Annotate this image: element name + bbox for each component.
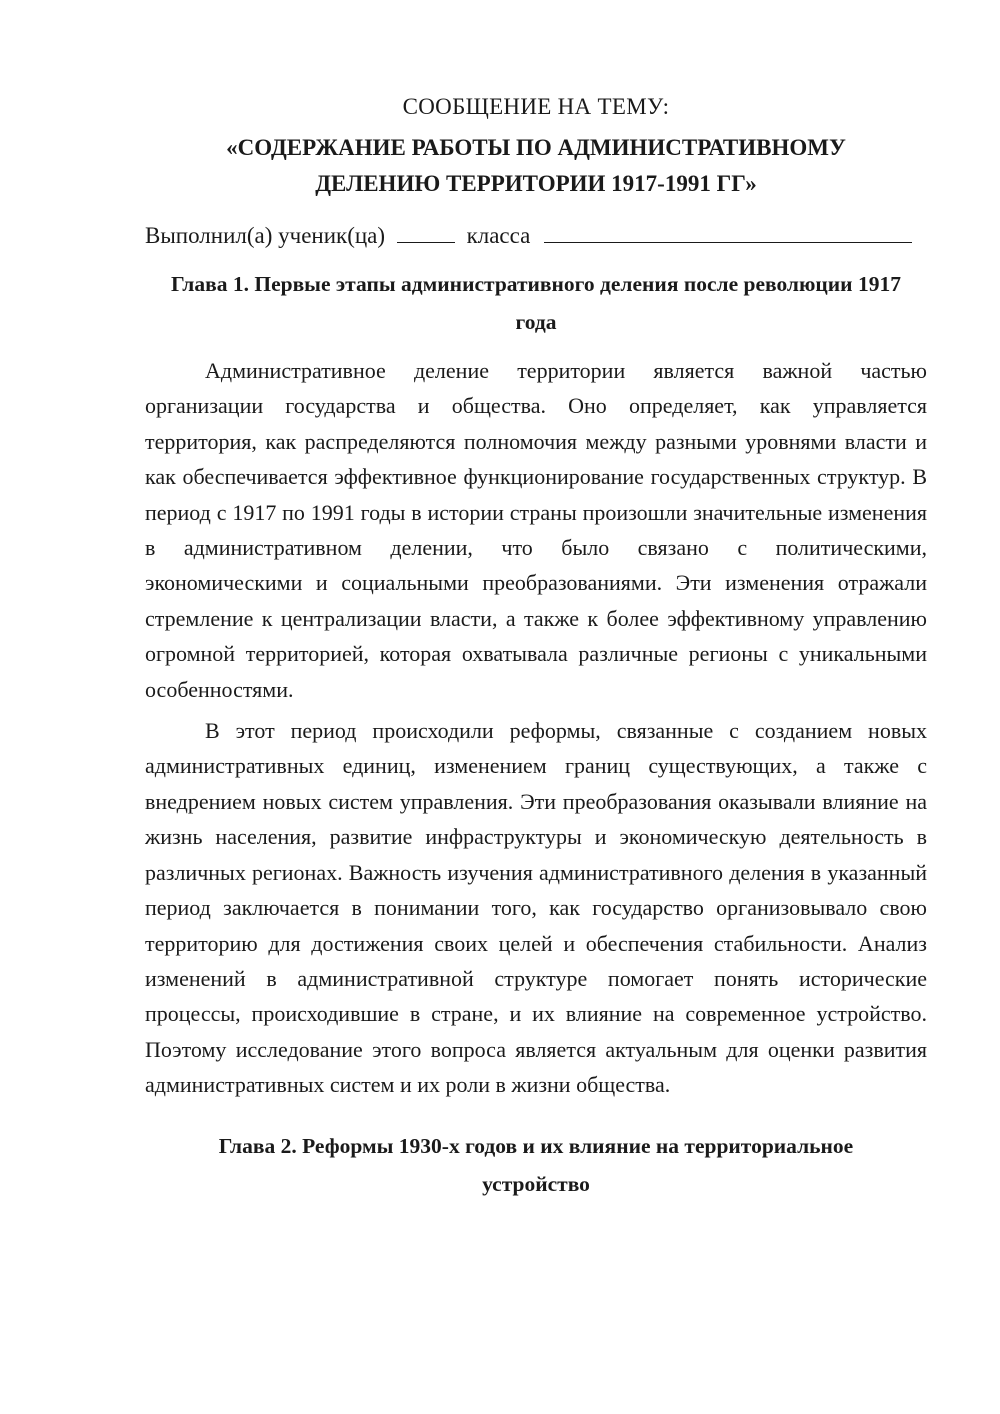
document-title	[145, 130, 927, 202]
chapter-2-heading	[145, 1127, 927, 1203]
author-line	[145, 218, 927, 253]
chapter-1-heading	[145, 265, 927, 341]
student-name-blank	[544, 218, 912, 243]
title-line-2: ДЕЛЕНИЮ ТЕРРИТОРИИ 1917-1991 ГГ»	[315, 171, 757, 196]
paragraph-1: Административное деление территории является важной частью организации государства и общества. Оно определяет, как управляется территория, как распределяются полномочия между разными уровнями власти и как обеспечивается эффективное функционирование государственных структур. В период с 1917 по 1991 годы в истории страны произошли значительные изменения в административном делении, что было связано с политическими, экономическими и социальными преобразованиями. Эти изменения отражали стремление к централизации власти, а также к более эффективному управлению огромной территорией, которая охватывала различные регионы с уникальными особенностями.	[145, 358, 927, 702]
document-subject: СООБЩЕНИЕ НА ТЕМУ:	[402, 94, 670, 119]
paragraph-2: В этот период происходили реформы, связанные с созданием новых административных единиц, изменением границ существующих, а также с внедрением новых систем управления. Эти преобразования оказывали влияние на жизнь населения, развитие инфраструктуры и экономическую деятельность в различных регионах. Важность изучения административного деления в указанный период заключается в понимании того, как государство организовывало свою территорию для достижения своих целей и обеспечения стабильности. Анализ изменений в административной структуре помогает понять исторические процессы, происходившие в стране, и их влияние на современное устройство. Поэтому исследование этого вопроса является актуальным для оценки развития административных систем и их роли в жизни общества.	[145, 718, 927, 1098]
class-number-blank	[397, 218, 455, 243]
chapter-2-line-1: Глава 2. Реформы 1930-х годов и их влияние на территориальное	[218, 1133, 854, 1158]
chapter-1-line-1: Глава 1. Первые этапы административного деления после революции 1917	[171, 272, 901, 296]
author-class-label: класса	[466, 223, 531, 248]
chapter-2-line-2: устройство	[482, 1171, 590, 1196]
document-page	[145, 90, 927, 1215]
author-prefix: Выполнил(а) ученик(ца)	[145, 223, 386, 248]
chapter-1-line-2: года	[515, 310, 557, 334]
title-line-1: «СОДЕРЖАНИЕ РАБОТЫ ПО АДМИНИСТРАТИВНОМУ	[226, 135, 846, 160]
